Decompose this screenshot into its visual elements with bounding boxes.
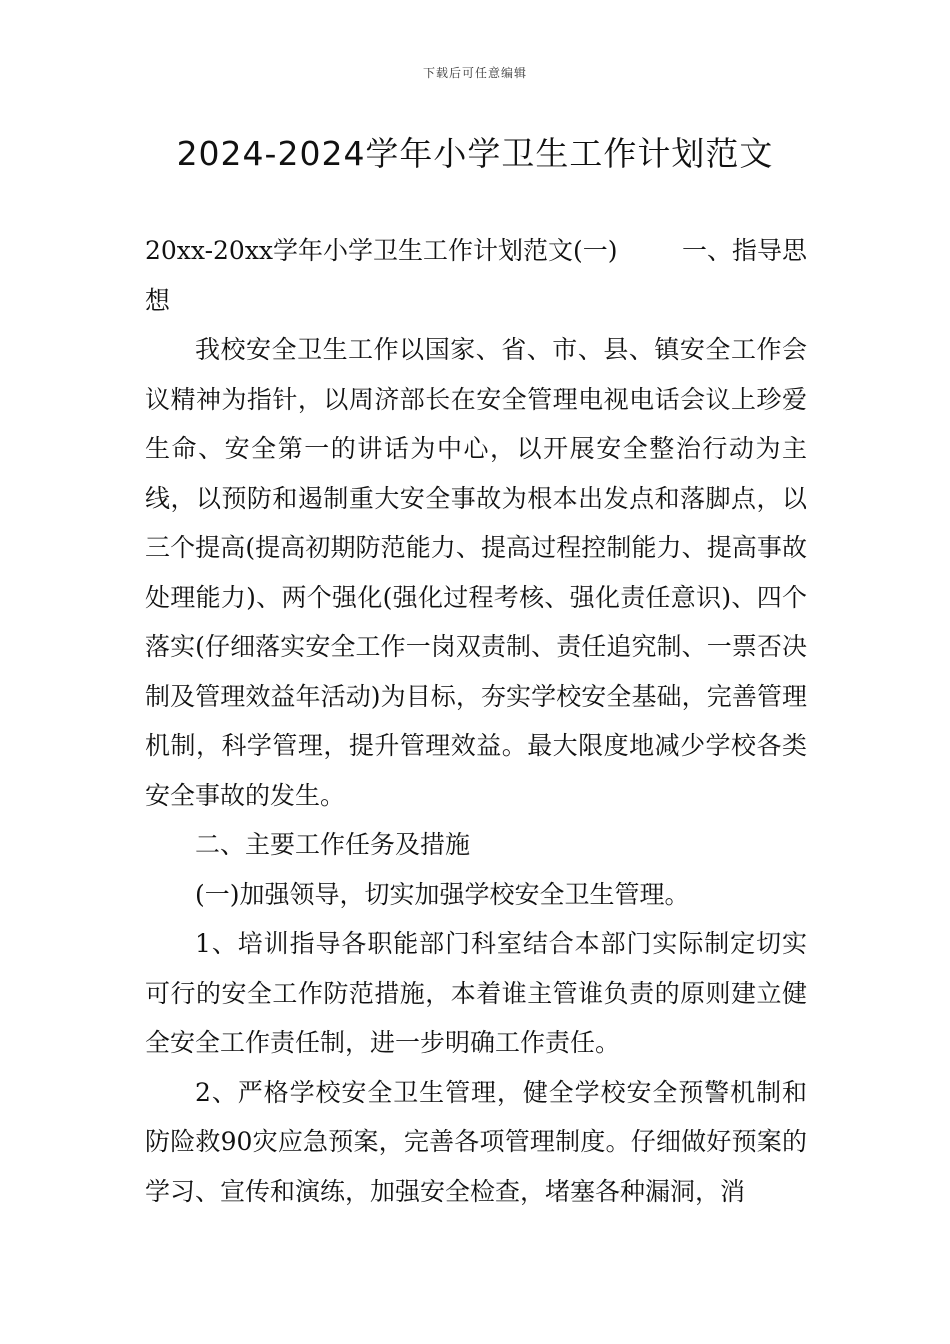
paragraph-guiding-thought: 我校安全卫生工作以国家、省、市、县、镇安全工作会议精神为指针，以周济部长在安全管理电视电话会议上珍爱生命、安全第一的讲话为中心，以开展安全整治行动为主线，以预防和遏制重大安全事故为根本出发点和落脚点，以三个提高(提高初期防范能力、提高过程控制能力、提高事故处理能力)、两个强化(强化过程考核、强化责任意识)、四个落实(仔细落实安全工作一岗双责制、责任追究制、一票否决制及管理效益年活动)为目标，夯实学校安全基础，完善管理机制，科学管理，提升管理效益。最大限度地减少学校各类安全事故的发生。: [145, 335, 807, 810]
paragraph-item-1: 1、培训指导各职能部门科室结合本部门实际制定切实可行的安全工作防范措施，本着谁主管谁负责的原则建立健全安全工作责任制，进一步明确工作责任。: [145, 929, 807, 1057]
paragraph-item-2: 2、严格学校安全卫生管理，健全学校安全预警机制和防险救90灾应急预案，完善各项管理制度。仔细做好预案的学习、宣传和演练，加强安全检查，堵塞各种漏洞，消: [145, 1077, 807, 1206]
subtitle-left: 20xx-20xx学年小学卫生工作计划范文(一): [145, 236, 618, 265]
subtitle-right: 一、指导思: [681, 236, 807, 265]
document-title: 2024-2024学年小学卫生工作计划范文: [176, 134, 774, 173]
subtitle-line: [145, 226, 807, 276]
document-body: [145, 226, 807, 1216]
header-note: 下载后可任意编辑: [422, 66, 527, 80]
section-heading-main-tasks: 二、主要工作任务及措施: [195, 830, 471, 859]
subsection-heading-leadership: (一)加强领导，切实加强学校安全卫生管理。: [195, 879, 690, 909]
subtitle-wrap: 想: [145, 285, 171, 315]
